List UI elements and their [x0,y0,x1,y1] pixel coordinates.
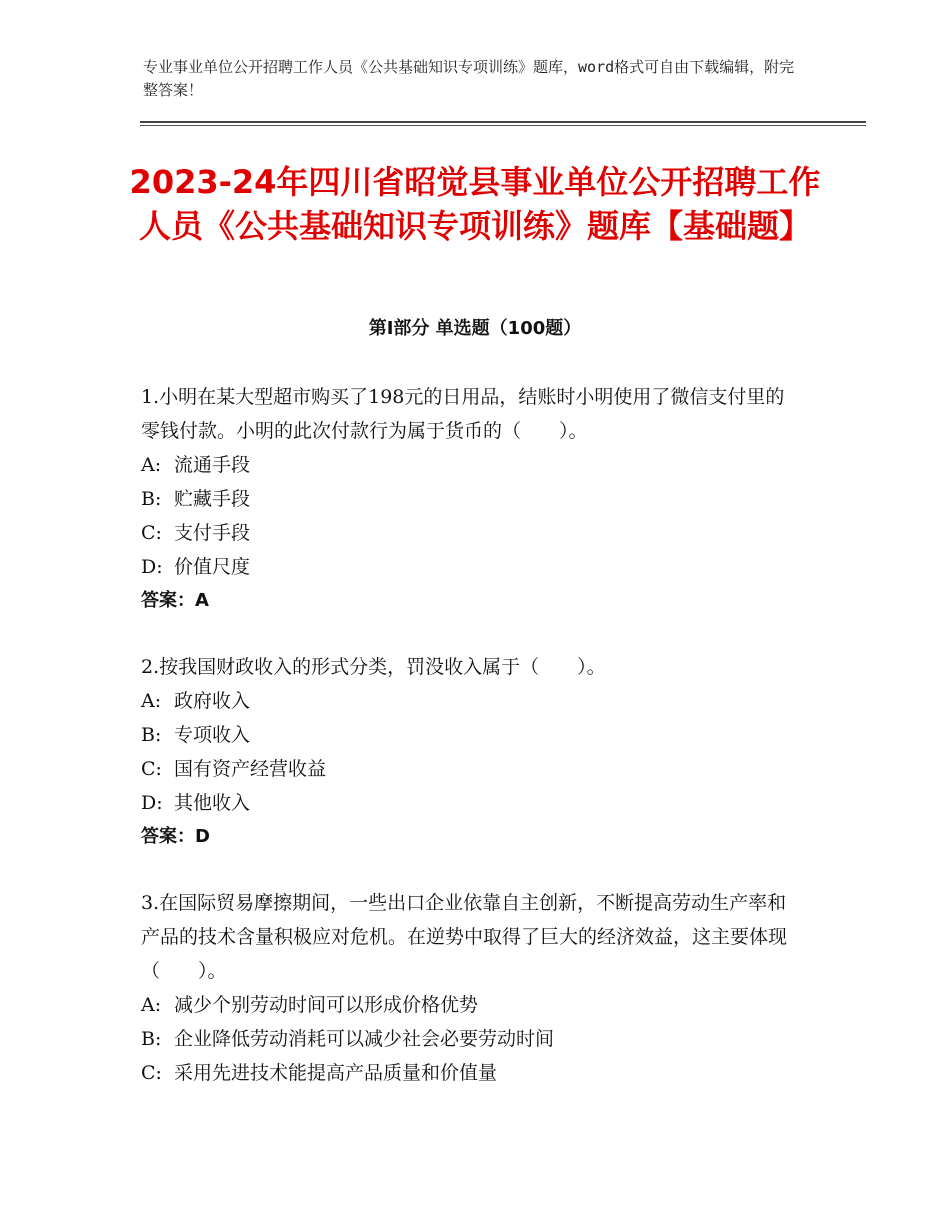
document-title: 2023-24年四川省昭觉县事业单位公开招聘工作人员《公共基础知识专项训练》题库【基础题】 [129,163,821,245]
option-c [141,1056,801,1090]
option-b [141,718,801,752]
option-a [141,448,801,482]
question-text: 3.在国际贸易摩擦期间，一些出口企业依靠自主创新，不断提高劳动生产率和产品的技术含量积极应对危机。在逆势中取得了巨大的经济效益，这主要体现（ ）。 [141,892,788,982]
question-text: 1.小明在某大型超市购买了198元的日用品，结账时小明使用了微信支付里的零钱付款。小明的此次付款行为属于货币的（ ）。 [141,386,785,442]
option-letter: A: [141,454,162,476]
option-text: 减少个别劳动时间可以形成价格优势 [174,994,479,1016]
option-c [141,516,801,550]
option-d [141,550,801,584]
option-letter: B: [141,1028,162,1050]
option-text: 流通手段 [174,454,251,476]
question-list [141,380,801,1122]
option-text: 国有资产经营收益 [174,758,327,780]
option-c [141,752,801,786]
option-letter: D: [141,792,163,814]
option-letter: B: [141,724,162,746]
option-letter: C: [141,758,162,780]
answer-line: 答案：D [141,826,210,847]
header-rule-thin [140,125,866,126]
header-rule-thick [140,121,866,123]
question-3 [141,886,801,1090]
option-a [141,684,801,718]
option-text: 支付手段 [174,522,251,544]
option-text: 价值尺度 [174,556,251,578]
option-text: 贮藏手段 [174,488,251,510]
question-1 [141,380,801,618]
question-text: 2.按我国财政收入的形式分类，罚没收入属于（ ）。 [141,656,606,678]
section-title: 第Ⅰ部分 单选题（100题） [368,318,582,339]
option-letter: C: [141,522,162,544]
option-b [141,482,801,516]
option-text: 其他收入 [174,792,251,814]
option-text: 采用先进技术能提高产品质量和价值量 [174,1062,498,1084]
answer-line: 答案：A [141,590,209,611]
option-b [141,1022,801,1056]
header-note: 专业事业单位公开招聘工作人员《公共基础知识专项训练》题库，word格式可自由下载编辑，附完整答案！ [143,58,795,99]
option-text: 政府收入 [174,690,251,712]
option-letter: B: [141,488,162,510]
option-letter: A: [141,690,162,712]
option-letter: C: [141,1062,162,1084]
option-text: 专项收入 [174,724,251,746]
option-letter: A: [141,994,162,1016]
question-2 [141,650,801,854]
option-d [141,786,801,820]
option-a [141,988,801,1022]
option-letter: D: [141,556,163,578]
option-text: 企业降低劳动消耗可以减少社会必要劳动时间 [174,1028,555,1050]
